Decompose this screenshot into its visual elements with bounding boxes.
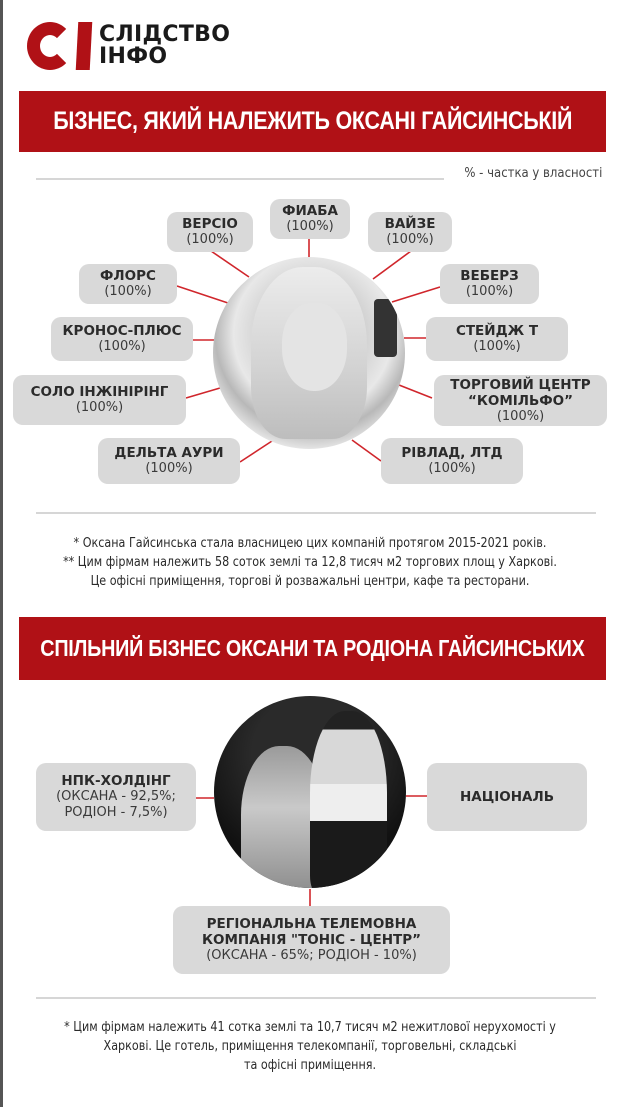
- portrait-oksana-photo: [213, 257, 405, 449]
- company-box-delta-aury: [98, 438, 240, 484]
- company-box-vaize: [368, 212, 452, 252]
- company-box-fiaba: [270, 199, 350, 239]
- note-line: ** Цим фірмам належить 58 соток землі та 12,8 тисяч м2 торгових площ у Харкові.: [63, 555, 557, 570]
- company-share: (ОКСАНА - 65%; РОДІОН - 10%): [206, 948, 417, 963]
- logo-line2: ІНФО: [99, 44, 168, 69]
- company-box-tonis-center: [173, 906, 450, 974]
- company-name: ФИАБА: [282, 203, 338, 219]
- company-share: (100%): [145, 461, 193, 476]
- note-line: * Цим фірмам належить 41 сотка землі та 10,7 тисяч м2 нежитлової нерухомості у: [64, 1020, 556, 1035]
- photo-man-shape: [310, 711, 387, 888]
- company-name: КРОНОС-ПЛЮС: [62, 323, 182, 339]
- company-share: (100%): [473, 339, 521, 354]
- section1-notes: [20, 534, 600, 591]
- company-share: (100%): [428, 461, 476, 476]
- note-line: та офісні приміщення.: [243, 1058, 377, 1073]
- company-box-national: [427, 763, 587, 831]
- company-share-line2: РОДІОН - 7,5%): [64, 805, 168, 820]
- company-name-line1: РЕГІОНАЛЬНА ТЕЛЕМОВНА: [206, 916, 417, 932]
- company-name-line2: КОМПАНІЯ "ТОНІС - ЦЕНТР”: [201, 932, 422, 948]
- company-name: СТЕЙДЖ Т: [455, 323, 539, 339]
- section1-title: БІЗНЕС, ЯКИЙ НАЛЕЖИТЬ ОКСАНІ ГАЙСИНСЬКІЙ: [53, 107, 572, 135]
- section2-notes-divider: [36, 997, 596, 999]
- company-name-line1: ТОРГОВИЙ ЦЕНТР: [450, 376, 591, 393]
- company-name: НАЦІОНАЛЬ: [459, 789, 555, 805]
- company-share: (100%): [75, 400, 124, 415]
- company-box-solo-engineering: [13, 375, 186, 425]
- company-share: (100%): [104, 284, 152, 299]
- company-box-versio: [167, 212, 253, 252]
- company-box-veberz: [440, 264, 539, 304]
- note-line: Харкові. Це готель, приміщення телекомпанії, торговельні, складські: [103, 1039, 517, 1054]
- logo-line1: СЛІДСТВО: [99, 22, 231, 47]
- company-box-rivlad: [381, 438, 523, 484]
- company-share: (100%): [386, 232, 434, 247]
- section1-notes-divider: [36, 512, 596, 514]
- company-share: (100%): [465, 284, 514, 299]
- company-name: ФЛОРС: [100, 268, 156, 284]
- legend-text: % - частка у власності: [464, 166, 602, 181]
- company-name: ВЕРСІО: [182, 216, 238, 232]
- company-share: (100%): [98, 339, 146, 354]
- company-name-line2: “КОМІЛЬФО”: [467, 392, 574, 409]
- section2-notes: [20, 1018, 600, 1075]
- company-share-line1: (ОКСАНА - 92,5%;: [56, 789, 176, 804]
- note-line: Це офісні приміщення, торгові й розважальні центри, кафе та ресторани.: [90, 574, 530, 589]
- company-box-flors: [79, 264, 177, 304]
- company-share: (100%): [286, 219, 334, 234]
- portrait-oksana-rodion-photo: [214, 696, 406, 888]
- company-name: ВАЙЗЕ: [384, 216, 436, 232]
- company-box-stage-t: [426, 317, 568, 361]
- section2-title: СПІЛЬНИЙ БІЗНЕС ОКСАНИ ТА РОДІОНА ГАЙСИНСЬКИХ: [40, 635, 585, 661]
- company-box-kronos-plus: [51, 317, 193, 361]
- company-name: ДЕЛЬТА АУРИ: [114, 445, 224, 461]
- company-share: (100%): [496, 408, 545, 424]
- company-share: (100%): [186, 232, 234, 247]
- company-name: НПК-ХОЛДІНГ: [61, 773, 171, 789]
- company-box-npk-holding: [36, 763, 196, 831]
- photo-face-shape: [282, 303, 347, 391]
- photo-background-shape: [374, 299, 397, 357]
- company-name: РІВЛАД, ЛТД: [401, 445, 503, 461]
- company-name: СОЛО ІНЖІНІРІНГ: [30, 384, 169, 400]
- company-name: ВЕБЕРЗ: [460, 268, 519, 284]
- note-line: * Оксана Гайсинська стала власницею цих компаній протягом 2015-2021 років.: [73, 536, 547, 551]
- company-box-comilfo-mall: [434, 375, 607, 426]
- section2-title-banner: [19, 617, 606, 680]
